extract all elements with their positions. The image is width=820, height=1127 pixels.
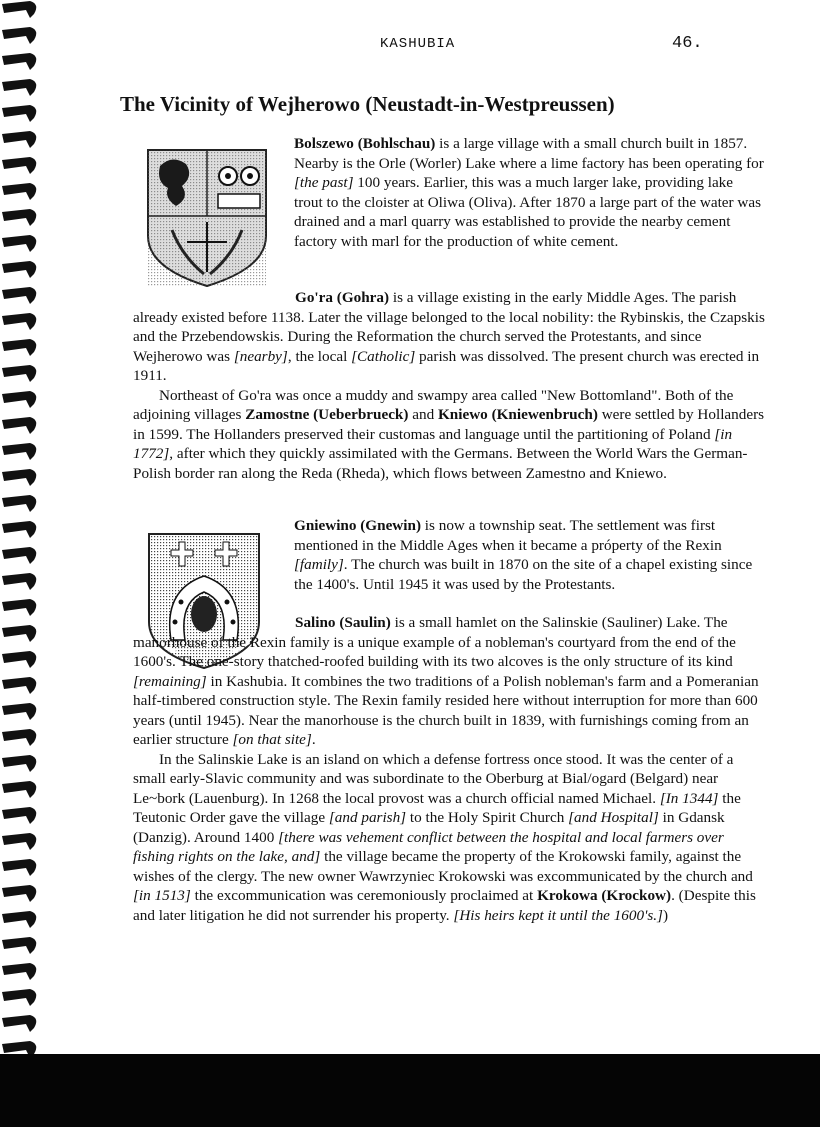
binding-coil [2,443,36,460]
binding-coil [2,859,36,876]
paragraph-text: ) [662,906,669,924]
paragraph-text: Northeast of Go'ra was once a muddy and swampy area called "New Bottomland". Both of the adjoining villages [133,386,734,423]
paragraph-text: . The church was built in 1870 on the site of a chapel existing since the 1400's. Until 1945 it was used by the Protestants. [294,556,753,593]
binding-coil [2,469,36,486]
binding-coil [2,1015,36,1032]
binding-coil [2,209,36,226]
paragraph-text: the excommunication was ceremoniously proclaimed at [190,887,538,904]
paragraph-text: , after which they quickly assimilated with the Germans. Between the World Wars the German-Polish border ran along the Reda (Rheda), which flows between Zamestno and Kniewo. [133,445,748,482]
binding-coil [2,911,36,928]
binding-coil [2,807,36,824]
editorial-note: [and Hospital] [568,809,659,826]
page-number: 46. [672,34,703,53]
binding-coil [2,495,36,512]
editorial-note: [there was vehement conflict between the hospital and local farmers over fishing rights on the lake, and] [133,828,724,865]
binding-coil [2,755,36,772]
editorial-note: [in 1513] [133,887,191,904]
binding-coil [2,599,36,616]
binding-coil [2,261,36,278]
editorial-note: [nearby] [233,347,288,365]
paragraph-text: . (Despite this and later litigation he did not surrender his property. [133,887,756,924]
place-name-bolszewo: Bolszewo (Bohlschau) [294,135,436,152]
binding-coil [2,391,36,408]
paragraph-salino [133,613,765,925]
coat-of-arms-bolszewo [142,146,272,288]
binding-coil [2,157,36,174]
scan-bottom-edge [0,1054,820,1127]
paragraph-text: In the Salinskie Lake is an island on which a defense fortress once stood. It was the center of a small early-Slavic community and was subordinate to the Oberburg at Bial/ogard (Belgard) near Le~bork (Lauenburg). In 1268 the local provost was a church official named Michael. [133,750,734,807]
paragraph-text: is now a township seat. The settlement was first mentioned in the Middle Ages when it became a próperty of the Rexin [294,517,722,554]
paragraph-text: the Teutonic Order gave the village [133,789,741,826]
editorial-note: [In 1344] [659,789,719,807]
paragraph-text: in Gdansk (Danzig). Around 1400 [133,809,725,846]
place-name-kniewo: Kniewo (Kniewenbruch) [437,406,598,423]
editorial-note: [His heirs kept it until the 1600's.] [453,906,663,924]
binding-coil [2,651,36,668]
paragraph-text: is a village existing in the early Middle Ages. The parish already existed before 1138. Later the village belonged to the local nobility: the Rybinskis, the Czapskis and the Przebendowskis. During the Reformation the church served the Protestants, and since Wejherowo was [133,289,765,365]
binding-coil [2,287,36,304]
editorial-note: [the past] [294,174,354,191]
paragraph-text: to the Holy Spirit Church [406,809,569,826]
binding-coil [2,365,36,382]
place-name-gniewino: Gniewino (Gnewin) [294,517,421,534]
binding-coil [2,235,36,252]
paragraph-text: in Kashubia. It combines the two traditions of a Polish nobleman's farm and a Pomeranian half-timbered construction style. The Rexin family resided here without interruption for more than 600 years (until 1945). Near the manorhouse is the church built in 1839, with furnishings coming from an earlier structure [133,672,759,748]
paragraph-text: parish was dissolved. The present church was erected in 1911. [133,347,760,384]
place-name-zamostne: Zamostne (Ueberbrueck) [245,406,409,423]
binding-coil [2,417,36,434]
paragraph-gora [133,288,765,483]
paragraph-text: were settled by Hollanders in 1599. The Hollanders preserved their customas and language until the partitioning of Poland [133,406,765,443]
place-name-salino: Salino (Saulin) [295,614,391,631]
paragraph-text: . [311,731,316,748]
binding-coil [2,937,36,954]
paragraph-text: 100 years. Earlier, this was a much larger lake, providing lake trout to the cloister at Oliwa (Oliva). After 1870 a large part of the water was drained and a marl quarry was established to provide the nearby cement factory with marl for the production of white cement. [294,174,761,250]
editorial-note: [and parish] [328,809,407,826]
binding-coil [2,703,36,720]
binding-coil [2,521,36,538]
running-header: KASHUBIA [380,36,456,52]
binding-coil [2,833,36,850]
binding-coil [2,989,36,1006]
spiral-binding [0,0,42,1060]
binding-coil [2,1,36,18]
paragraph-text: is a small hamlet on the Salinskie (Sauliner) Lake. The manorhouse of the Rexin family is a unique example of a nobleman's courtyard from the end of the 1600's. The one-story thatched-roofed building with its two alcoves is the only structure of its kind [133,614,736,670]
paragraph-text: is a large village with a small church built in 1857. Nearby is the Orle (Worler) Lake where a lime factory has been operating for [294,135,764,172]
paragraph-bolszewo [294,134,764,251]
paragraph-text: the village became the property of the Krokowski family, against the wishes of the clergy. The new owner Wawrzyniec Krokowski was excommunicated by the church and [133,848,753,885]
binding-coil [2,573,36,590]
binding-coil [2,131,36,148]
binding-coil [2,547,36,564]
binding-coil [2,781,36,798]
binding-coil [2,625,36,642]
binding-coil [2,963,36,980]
binding-coil [2,27,36,44]
editorial-note: [in 1772] [133,425,733,462]
paragraph-text: and [408,406,438,423]
place-name-krokowa: Krokowa (Krockow) [537,887,672,904]
binding-coil [2,313,36,330]
paragraph-gniewino [294,516,764,594]
binding-coil [2,885,36,902]
binding-coil [2,79,36,96]
editorial-note: [family] [294,556,344,573]
editorial-note: [on that site] [232,731,312,748]
binding-coil [2,105,36,122]
paragraph-text: , the local [287,347,352,365]
editorial-note: [Catholic] [351,347,416,365]
binding-coil [2,53,36,70]
page-title: The Vicinity of Wejherowo (Neustadt-in-Westpreussen) [120,92,615,116]
binding-coil [2,339,36,356]
binding-coil [2,677,36,694]
place-name-gora: Go'ra (Gohra) [295,289,390,306]
editorial-note: [remaining] [133,672,207,690]
binding-coil [2,729,36,746]
binding-coil [2,183,36,200]
